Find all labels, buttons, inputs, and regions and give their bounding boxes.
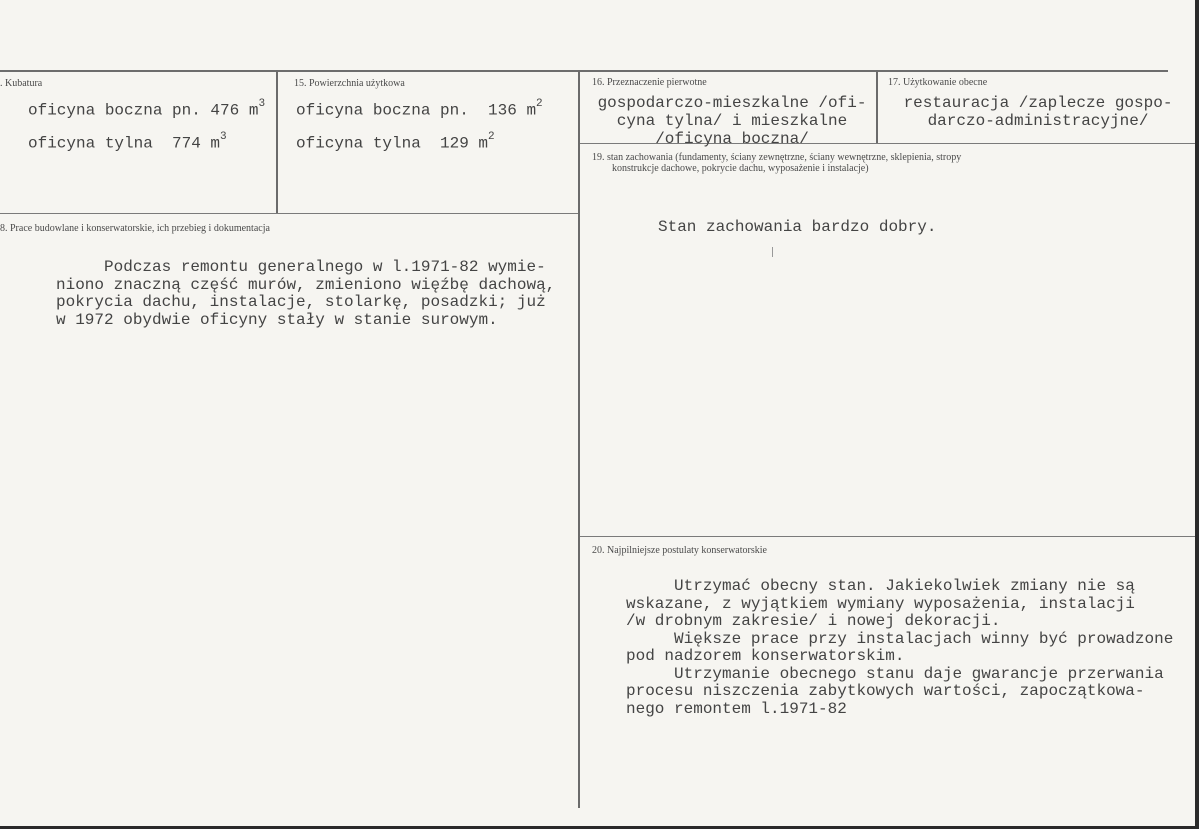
field-powierzchnia-line2 (296, 130, 495, 152)
kubatura-line1-unit-exp: 3 (258, 98, 266, 110)
rule-under-19 (580, 536, 1195, 537)
field-kubatura-line1 (28, 97, 265, 119)
field-powierzchnia-line1 (296, 97, 543, 119)
field-prace-text: Podczas remontu generalnego w l.1971-82 wymie- niono znaczną część murów, zmieniono więźbę dachową, pokrycia dachu, instalacje, stolarkę, posadzki; już w 1972 obydwie oficyny stały w stanie surowym. (56, 258, 556, 329)
scan-edge-right (1195, 0, 1199, 829)
field-postulaty-label: 20. Najpilniejsze postulaty konserwatorskie (592, 545, 767, 556)
field-stan-label-line2: konstrukcje dachowe, pokrycie dachu, wyposażenie i instalacje) (612, 163, 869, 174)
divider-16-17 (876, 70, 878, 144)
kubatura-line2-unit-exp: 3 (220, 131, 227, 143)
powierzchnia-line2-unit-exp: 2 (488, 131, 495, 143)
field-uzytkowanie-text: restauracja /zaplecze gospo- darczo-administracyjne/ (903, 94, 1173, 130)
kubatura-line1-text: oficyna boczna pn. 476 m (28, 101, 259, 120)
field-stan-label-line1: 19. stan zachowania (fundamenty, ściany zewnętrzne, ściany wewnętrzne, sklepienia, stropy (592, 152, 962, 163)
field-przeznaczenie-label: 16. Przeznaczenie pierwotne (592, 77, 707, 88)
rule-under-14-15 (0, 213, 578, 214)
field-uzytkowanie-label: 17. Użytkowanie obecne (888, 77, 988, 88)
divider-left-right (578, 70, 580, 808)
field-przeznaczenie-text: gospodarczo-mieszkalne /ofi- cyna tylna/ i mieszkalne /oficyna boczna/ (597, 94, 867, 148)
kubatura-line2-text: oficyna tylna 774 m (28, 134, 221, 153)
field-kubatura-line2 (28, 130, 227, 152)
top-rule (0, 70, 1168, 72)
field-prace-label: 8. Prace budowlane i konserwatorskie, ich przebieg i dokumentacja (0, 223, 270, 234)
powierzchnia-line1-unit-exp: 2 (536, 98, 543, 110)
ink-speck (772, 247, 773, 257)
field-stan-text: Stan zachowania bardzo dobry. (658, 218, 937, 236)
field-postulaty-text: Utrzymać obecny stan. Jakiekolwiek zmiany nie są wskazane, z wyjątkiem wymiany wyposażenia, instalacji /w drobnym zakresie/ i nowej dekoracji. Większe prace przy instalacjach winny być prowadzone pod nadzorem konserwatorskim. Utrzymanie obecnego stanu daje gwarancje przerwania procesu niszczenia zabytkowych wartości, zapoczątkowa- nego remontem l.1971-82 (626, 577, 1174, 718)
field-kubatura-label: . Kubatura (0, 78, 43, 89)
field-powierzchnia-label: 15. Powierzchnia użytkowa (294, 78, 405, 89)
powierzchnia-line1-text: oficyna boczna pn. 136 m (296, 101, 537, 120)
powierzchnia-line2-text: oficyna tylna 129 m (296, 134, 489, 153)
divider-14-15 (276, 70, 278, 214)
